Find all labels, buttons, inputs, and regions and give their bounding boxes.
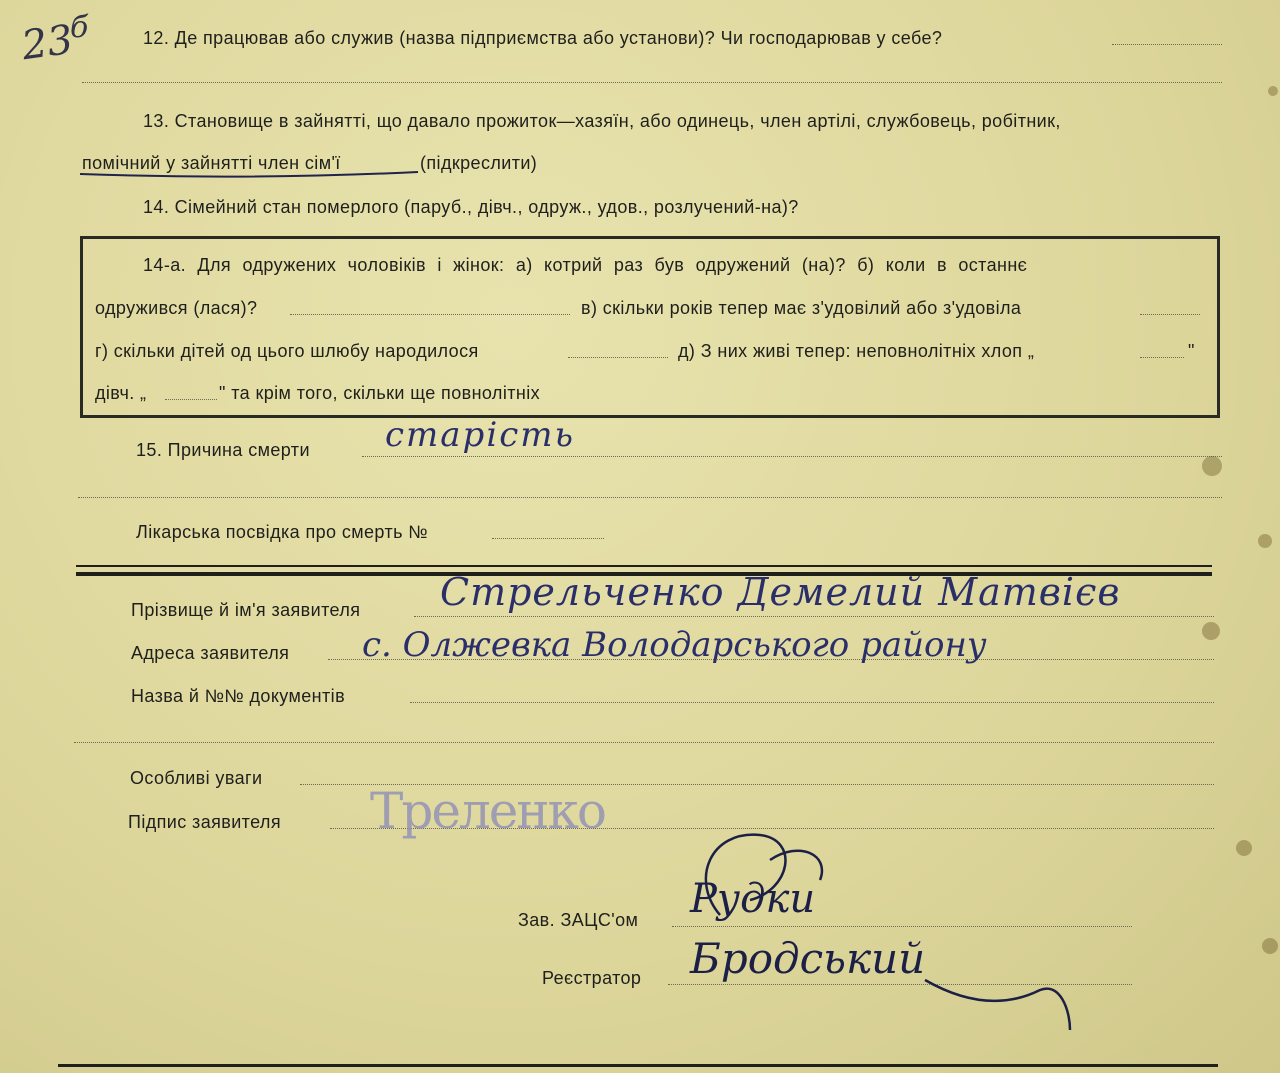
notes-label: Особливі уваги — [130, 768, 263, 788]
question-14a-line4b: " та крім того, скільки ще повнолітніх — [219, 383, 541, 403]
applicant-name-handwritten: Стрельченко Демелий Матвієв — [440, 570, 1121, 614]
documents-line-2 — [74, 742, 1214, 743]
question-14a-line3c: " — [1188, 341, 1195, 361]
answer-14a-boys-line — [1140, 357, 1184, 358]
section-divider-top — [76, 565, 1212, 567]
question-14a-line2b: в) скільки років тепер має з'удовілий або з'удовіла — [581, 298, 1022, 318]
question-14a-line4a: дівч. „ — [95, 383, 147, 403]
binding-hole — [1258, 534, 1272, 548]
binding-hole — [1236, 840, 1252, 856]
question-14a-line3a: г) скільки дітей од цього шлюбу народилося — [95, 341, 479, 361]
medical-certificate-line — [492, 538, 604, 539]
answer-12-line — [1112, 44, 1222, 45]
applicant-address-label: Адреса заявителя — [131, 643, 290, 663]
question-14: 14. Сімейний стан померлого (паруб., дівч., одруж., удов., розлучений-на)? — [143, 197, 799, 217]
answer-14a-g-line — [568, 357, 668, 358]
answer-14a-b-line — [290, 314, 570, 315]
signature-label: Підпис заявителя — [128, 812, 281, 832]
answer-15-line — [362, 456, 1222, 457]
head-signature: Рудки — [690, 876, 816, 922]
registrar-signature: Бродський — [690, 934, 926, 983]
registrar-signature-tail — [920, 970, 1090, 1040]
head-signature-flourish — [680, 820, 880, 930]
question-14a-line3b: д) З них живі тепер: неповнолітніх хлоп „ — [678, 341, 1035, 361]
page-number-suffix: б — [70, 10, 89, 45]
head-label: Зав. ЗАЦС'ом — [518, 910, 639, 930]
binding-hole — [1202, 622, 1220, 640]
page-bottom-rule — [58, 1064, 1218, 1067]
binding-hole — [1262, 938, 1278, 954]
answer-14a-girls-line — [165, 399, 217, 400]
documents-line — [410, 702, 1214, 703]
medical-certificate-label: Лікарська посвідка про смерть № — [136, 522, 428, 542]
question-13-selected-option: помічний у зайнятті член сім'ї — [82, 153, 341, 173]
applicant-name-line — [414, 616, 1214, 617]
page-number-handwritten: 23 — [19, 16, 76, 70]
question-15: 15. Причина смерти — [136, 440, 310, 460]
applicant-address-handwritten: с. Олжевка Володарського району — [362, 625, 987, 665]
applicant-signature-stamp: Треленко — [370, 782, 605, 840]
documents-label: Назва й №№ документів — [131, 686, 346, 706]
question-13: 13. Становище в зайнятті, що давало прожиток—хазяїн, або одинець, член артілі, службовець, робітник, — [143, 111, 1061, 131]
question-12: 12. Де працював або служив (назва підприємства або установи)? Чи господарював у себе? — [143, 28, 943, 48]
question-14a-line2a: одружився (лася)? — [95, 298, 258, 318]
answer-14a-c-line — [1140, 314, 1200, 315]
cause-of-death-handwritten: старість — [385, 415, 575, 455]
registrar-label: Реєстратор — [542, 968, 642, 988]
underline-mark — [78, 168, 423, 182]
question-13-instruction: (підкреслити) — [420, 153, 538, 173]
binding-hole — [1202, 456, 1222, 476]
answer-12-line-2 — [82, 82, 1222, 83]
question-14a-line1: 14-а. Для одружених чоловіків і жінок: а) котрий раз був одружений (на)? б) коли в останнє — [143, 255, 1028, 275]
binding-hole — [1268, 86, 1278, 96]
answer-15-line-2 — [78, 497, 1222, 498]
applicant-name-label: Прізвище й ім'я заявителя — [131, 600, 361, 620]
